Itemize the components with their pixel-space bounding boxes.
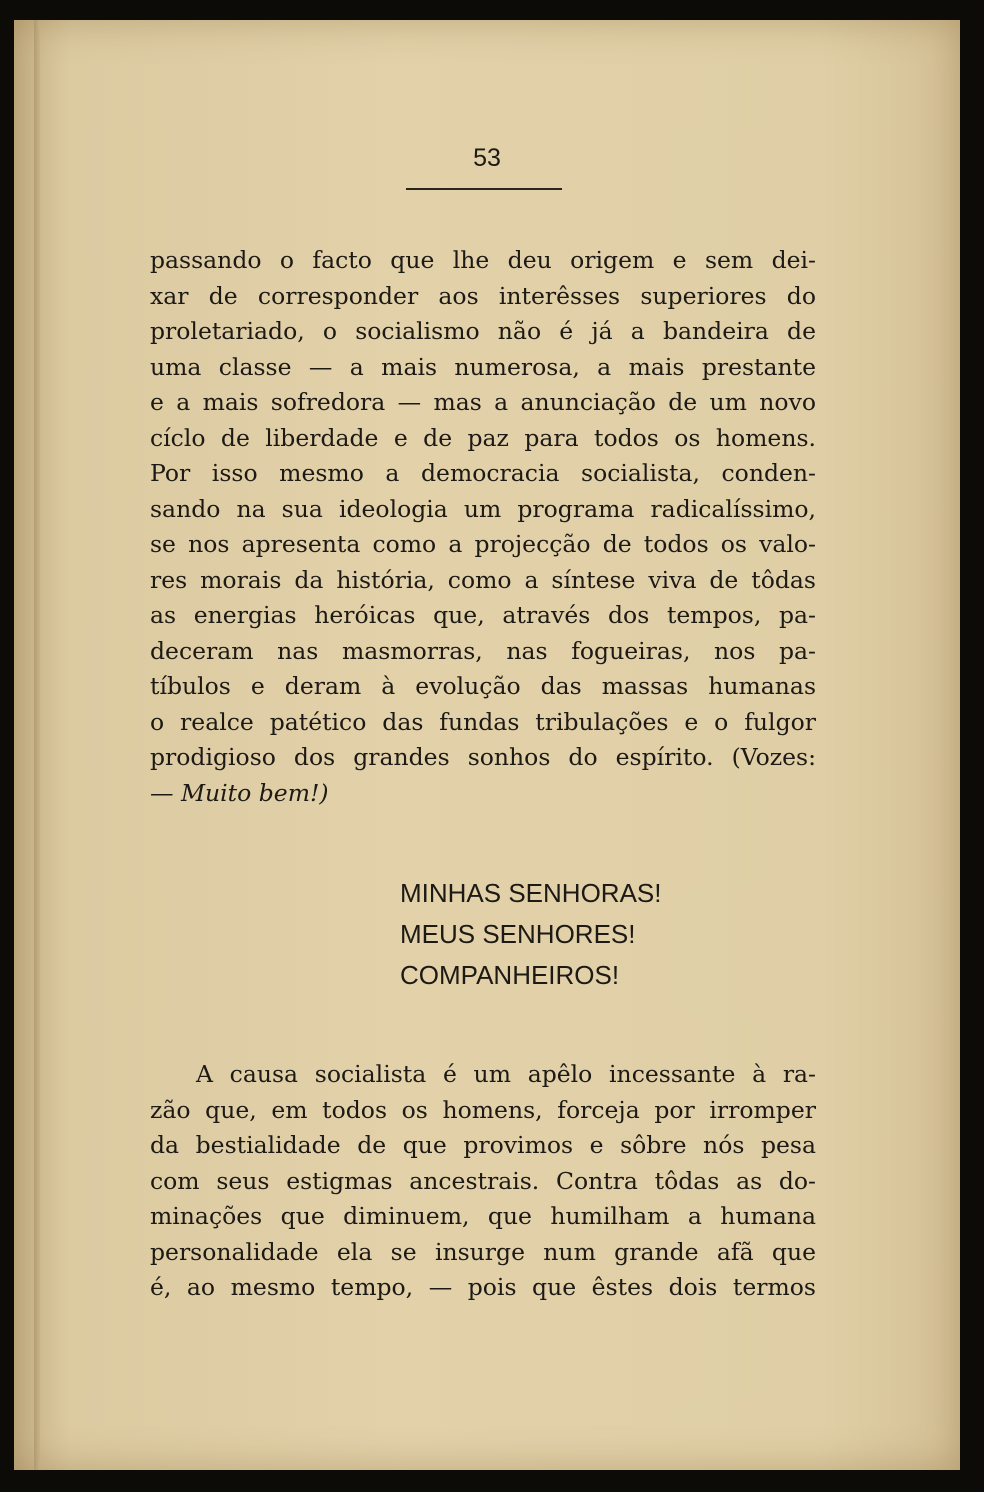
text-line: é, ao mesmo tempo, — pois que êstes dois termos [150, 1273, 816, 1301]
applause-interjection: — Muito bem!) [150, 778, 329, 807]
text-line: personalidade ela se insurge num grande afã que [150, 1237, 816, 1266]
page-spine-shadow [34, 20, 40, 1470]
text-line: deceram nas masmorras, nas fogueiras, nos pa- [150, 636, 816, 665]
text-line: e a mais sofredora — mas a anunciação de um novo [150, 388, 816, 416]
text-line: uma classe — a mais numerosa, a mais prestante [150, 352, 816, 381]
text-line: xar de corresponder aos interêsses superiores do [150, 281, 816, 310]
text-line: se nos apresenta como a projecção de todos os valo- [150, 530, 816, 558]
paragraph-1 [150, 243, 816, 811]
paragraph-2 [150, 1057, 816, 1306]
text-line: com seus estigmas ancestrais. Contra tôdas as do- [150, 1166, 816, 1195]
page-number-rule [406, 188, 562, 190]
text-line: prodigioso dos grandes sonhos do espírito. (Vozes: [150, 743, 816, 771]
text-line: minações que diminuem, que humilham a humana [150, 1202, 816, 1230]
text-line: A causa socialista é um apêlo incessante à ra- [196, 1060, 816, 1088]
text-line: sando na sua ideologia um programa radicalíssimo, [150, 494, 816, 523]
text-line: res morais da história, como a síntese viva de tôdas [150, 565, 816, 594]
text-line: o realce patético das fundas tribulações e o fulgor [150, 707, 816, 736]
text-line: tíbulos e deram à evolução das massas humanas [150, 672, 816, 700]
book-page [14, 20, 960, 1470]
greeting-line: MINHAS SENHORAS! [400, 878, 662, 908]
text-line: passando o facto que lhe deu origem e sem dei- [150, 246, 816, 274]
text-line: zão que, em todos os homens, forceja por irromper [150, 1095, 816, 1124]
speech-greeting [400, 873, 662, 996]
text-line: proletariado, o socialismo não é já a bandeira de [150, 317, 816, 345]
text-line: da bestialidade de que provimos e sôbre nós pesa [150, 1131, 816, 1159]
text-line: Por isso mesmo a democracia socialista, conden- [150, 459, 816, 487]
text-line: cíclo de liberdade e de paz para todos os homens. [150, 423, 816, 452]
greeting-line: COMPANHEIROS! [400, 960, 620, 990]
text-line: as energias heróicas que, através dos tempos, pa- [150, 601, 816, 629]
page-number: 53 [473, 144, 501, 172]
greeting-line: MEUS SENHORES! [400, 919, 636, 949]
